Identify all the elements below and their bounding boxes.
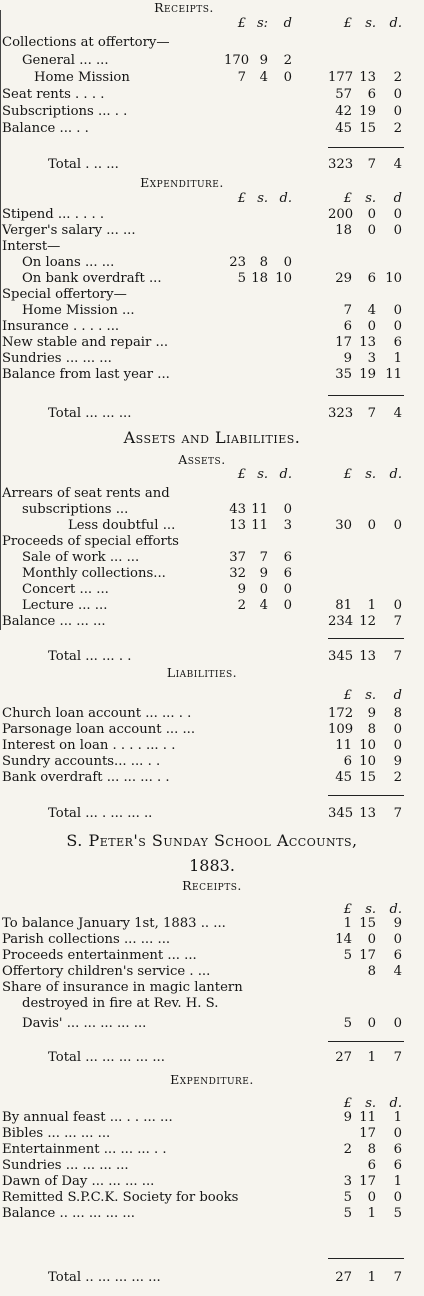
sum-rule bbox=[328, 1258, 404, 1259]
expenditure-heading: Expenditure. bbox=[140, 175, 224, 190]
total-shillings: 13 bbox=[359, 806, 376, 821]
total-pounds: 35 bbox=[335, 367, 352, 382]
total-shillings: 8 bbox=[367, 964, 376, 979]
total-pounds: 345 bbox=[328, 649, 354, 664]
total-shillings: 7 bbox=[367, 406, 376, 421]
sunday-school-heading: S. Peter's Sunday School Accounts, bbox=[66, 831, 358, 850]
amount-pounds: 23 bbox=[229, 255, 246, 270]
row-label: Home Mission ... bbox=[22, 303, 135, 318]
col-pounds: £ bbox=[343, 191, 352, 206]
total-pounds: 177 bbox=[328, 70, 354, 85]
col-shillings: s. bbox=[365, 16, 376, 31]
total-pounds: 5 bbox=[343, 1206, 352, 1221]
row-label: Balance .. ... ... ... ... bbox=[2, 1206, 135, 1221]
sum-rule bbox=[328, 147, 404, 148]
row-label: Balance from last year ... bbox=[2, 367, 170, 382]
total-pence: 0 bbox=[393, 319, 402, 334]
total-pence: 0 bbox=[393, 1190, 402, 1205]
total-label: Total ... . ... ... .. bbox=[48, 806, 153, 821]
row-label: Balance ... . . bbox=[2, 121, 89, 136]
total-pounds: 9 bbox=[343, 1110, 352, 1125]
total-label: Total .. ... ... ... ... bbox=[48, 1270, 161, 1285]
amount-shillings: 0 bbox=[259, 582, 268, 597]
total-shillings: 0 bbox=[367, 932, 376, 947]
total-pence: 4 bbox=[393, 157, 402, 172]
total-pence: 10 bbox=[385, 271, 402, 286]
row-label: Sundries ... ... ... bbox=[2, 351, 112, 366]
total-pounds: 45 bbox=[335, 770, 352, 785]
total-shillings: 17 bbox=[359, 1174, 376, 1189]
row-label: Bank overdraft ... ... ... . . bbox=[2, 770, 170, 785]
total-shillings: 17 bbox=[359, 948, 376, 963]
total-pence: 1 bbox=[393, 351, 402, 366]
total-shillings: 6 bbox=[367, 271, 376, 286]
total-pence: 7 bbox=[393, 1050, 402, 1065]
col-shillings: s. bbox=[257, 467, 268, 482]
row-label: New stable and repair ... bbox=[2, 335, 169, 350]
col-pounds: £ bbox=[237, 191, 246, 206]
amount-shillings: 7 bbox=[259, 550, 268, 565]
amount-pounds: 2 bbox=[237, 598, 246, 613]
total-pence: 0 bbox=[393, 104, 402, 119]
total-pounds: 5 bbox=[343, 1190, 352, 1205]
total-pence: 0 bbox=[393, 598, 402, 613]
row-label: Interest on loan . . . . ... . . bbox=[2, 738, 176, 753]
row-label: Sundries ... ... ... ... bbox=[2, 1158, 129, 1173]
total-shillings: 8 bbox=[367, 1142, 376, 1157]
total-shillings: 1 bbox=[367, 598, 376, 613]
col-pounds: £ bbox=[343, 688, 352, 703]
row-label: Davis' ... ... ... ... ... bbox=[22, 1016, 147, 1031]
total-pence: 0 bbox=[393, 722, 402, 737]
total-label: Total . .. ... bbox=[48, 157, 119, 172]
total-pounds: 1 bbox=[343, 916, 352, 931]
total-shillings: 1 bbox=[367, 1206, 376, 1221]
total-shillings: 0 bbox=[367, 1190, 376, 1205]
amount-pounds: 32 bbox=[229, 566, 246, 581]
row-label: Remitted S.P.C.K. Society for books bbox=[2, 1190, 239, 1205]
col-shillings: s. bbox=[365, 467, 376, 482]
total-pounds: 6 bbox=[343, 754, 352, 769]
total-shillings: 1 bbox=[367, 1050, 376, 1065]
total-pence: 9 bbox=[393, 916, 402, 931]
total-pence: 6 bbox=[393, 335, 402, 350]
total-pence: 11 bbox=[385, 367, 402, 382]
total-shillings: 7 bbox=[367, 157, 376, 172]
total-shillings: 10 bbox=[359, 754, 376, 769]
sum-rule bbox=[328, 395, 404, 396]
amount-shillings: 18 bbox=[251, 271, 268, 286]
total-shillings: 15 bbox=[359, 121, 376, 136]
amount-pence: 0 bbox=[283, 598, 292, 613]
total-pence: 2 bbox=[393, 70, 402, 85]
total-shillings: 0 bbox=[367, 518, 376, 533]
col-shillings: s. bbox=[365, 688, 376, 703]
total-pounds: 5 bbox=[343, 948, 352, 963]
col-shillings: s: bbox=[256, 16, 268, 31]
ledger-row bbox=[0, 768, 424, 788]
total-pence: 9 bbox=[393, 754, 402, 769]
amount-pence: 6 bbox=[283, 566, 292, 581]
ledger-row bbox=[0, 1014, 424, 1034]
col-pence: d. bbox=[389, 467, 402, 482]
col-pounds: £ bbox=[343, 16, 352, 31]
total-pence: 0 bbox=[393, 738, 402, 753]
amount-pence: 0 bbox=[283, 502, 292, 517]
col-pounds: £ bbox=[343, 467, 352, 482]
col-pence: d. bbox=[279, 467, 292, 482]
total-shillings: 1 bbox=[367, 1270, 376, 1285]
amount-shillings: 8 bbox=[259, 255, 268, 270]
total-pounds: 323 bbox=[328, 157, 354, 172]
total-pence: 7 bbox=[393, 806, 402, 821]
total-pence: 5 bbox=[393, 1206, 402, 1221]
col-pence: d. bbox=[389, 902, 402, 917]
col-pence: d bbox=[393, 191, 402, 206]
total-shillings: 19 bbox=[359, 104, 376, 119]
col-shillings: s. bbox=[365, 1096, 376, 1111]
col-pounds: £ bbox=[237, 467, 246, 482]
col-pence: d bbox=[393, 688, 402, 703]
col-pounds: £ bbox=[343, 902, 352, 917]
total-pence: 7 bbox=[393, 614, 402, 629]
total-pounds: 2 bbox=[343, 1142, 352, 1157]
row-label: Monthly collections... bbox=[22, 566, 166, 581]
row-label: To balance January 1st, 1883 .. ... bbox=[2, 916, 226, 931]
row-label: Proceeds entertainment ... ... bbox=[2, 948, 197, 963]
amount-pounds: 170 bbox=[224, 53, 250, 68]
amount-shillings: 11 bbox=[251, 502, 268, 517]
sunday-school-year: 1883. bbox=[189, 856, 235, 875]
total-shillings: 6 bbox=[367, 87, 376, 102]
amount-shillings: 9 bbox=[259, 566, 268, 581]
assets-heading: Assets. bbox=[178, 452, 226, 467]
row-label: Parsonage loan account ... ... bbox=[2, 722, 196, 737]
assets-column-header bbox=[0, 465, 424, 485]
row-label: Collections at offertory— bbox=[2, 35, 170, 50]
total-row bbox=[0, 404, 424, 424]
row-label: Seat rents . . . . bbox=[2, 87, 105, 102]
row-label: Share of insurance in magic lantern bbox=[2, 980, 243, 995]
row-label: Church loan account ... ... . . bbox=[2, 706, 192, 721]
total-pence: 8 bbox=[393, 706, 402, 721]
total-pence: 7 bbox=[393, 649, 402, 664]
amount-shillings: 11 bbox=[251, 518, 268, 533]
school-expenditure-heading: Expenditure. bbox=[170, 1072, 254, 1087]
total-shillings: 19 bbox=[359, 367, 376, 382]
total-pence: 4 bbox=[393, 964, 402, 979]
total-label: Total ... ... . . bbox=[48, 649, 132, 664]
row-label: Stipend ... . . . . bbox=[2, 207, 105, 222]
total-pence: 0 bbox=[393, 87, 402, 102]
total-shillings: 0 bbox=[367, 1016, 376, 1031]
col-pence: d. bbox=[279, 191, 292, 206]
total-row bbox=[0, 1048, 424, 1068]
amount-pounds: 37 bbox=[229, 550, 246, 565]
total-shillings: 11 bbox=[359, 1110, 376, 1125]
row-label: Balance ... ... ... bbox=[2, 614, 106, 629]
total-pence: 4 bbox=[393, 406, 402, 421]
col-pence: d bbox=[283, 16, 292, 31]
ledger-row bbox=[0, 612, 424, 632]
col-shillings: s. bbox=[365, 191, 376, 206]
row-label: Verger's salary ... ... bbox=[2, 223, 136, 238]
total-shillings: 9 bbox=[367, 706, 376, 721]
liabilities-column-header bbox=[0, 686, 424, 706]
row-label: Interst— bbox=[2, 239, 61, 254]
row-label: On bank overdraft ... bbox=[22, 271, 162, 286]
row-label: destroyed in fire at Rev. H. S. bbox=[22, 996, 219, 1011]
total-shillings: 13 bbox=[359, 649, 376, 664]
row-label: Offertory children's service . ... bbox=[2, 964, 211, 979]
amount-pounds: 7 bbox=[237, 70, 246, 85]
row-label: Dawn of Day ... ... ... ... bbox=[2, 1174, 155, 1189]
total-row bbox=[0, 155, 424, 175]
amount-shillings: 4 bbox=[259, 598, 268, 613]
total-label: Total ... ... ... ... ... bbox=[48, 1050, 165, 1065]
total-shillings: 6 bbox=[367, 1158, 376, 1173]
row-label: Proceeds of special efforts bbox=[2, 534, 179, 549]
col-shillings: s. bbox=[257, 191, 268, 206]
total-label: Total ... ... ... bbox=[48, 406, 132, 421]
total-pounds: 172 bbox=[328, 706, 354, 721]
row-label: On loans ... ... bbox=[22, 255, 115, 270]
amount-pence: 6 bbox=[283, 550, 292, 565]
row-label: Sundry accounts... ... . . bbox=[2, 754, 161, 769]
row-label: Subscriptions ... . . bbox=[2, 104, 128, 119]
total-pounds: 345 bbox=[328, 806, 354, 821]
amount-shillings: 9 bbox=[259, 53, 268, 68]
col-pence: d. bbox=[389, 16, 402, 31]
total-pounds: 323 bbox=[328, 406, 354, 421]
total-pounds: 29 bbox=[335, 271, 352, 286]
total-shillings: 0 bbox=[367, 207, 376, 222]
total-pounds: 30 bbox=[335, 518, 352, 533]
total-pounds: 45 bbox=[335, 121, 352, 136]
total-pounds: 234 bbox=[328, 614, 354, 629]
assets-liabilities-heading: Assets and Liabilities. bbox=[123, 428, 301, 447]
amount-pence: 2 bbox=[283, 53, 292, 68]
total-pence: 0 bbox=[393, 518, 402, 533]
receipts-heading: Receipts. bbox=[154, 0, 214, 15]
row-label: Insurance . . . . ... bbox=[2, 319, 120, 334]
sum-rule bbox=[328, 1041, 404, 1042]
total-pounds: 7 bbox=[343, 303, 352, 318]
row-label: Lecture ... ... bbox=[22, 598, 108, 613]
sum-rule bbox=[328, 638, 404, 639]
ledger-row bbox=[0, 365, 424, 385]
total-shillings: 4 bbox=[367, 303, 376, 318]
ledger-row bbox=[0, 33, 424, 53]
total-row bbox=[0, 647, 424, 667]
total-pounds: 81 bbox=[335, 598, 352, 613]
liabilities-heading: Liabilities. bbox=[166, 665, 238, 680]
total-pence: 0 bbox=[393, 932, 402, 947]
total-shillings: 17 bbox=[359, 1126, 376, 1141]
sum-rule bbox=[328, 795, 404, 796]
total-pence: 6 bbox=[393, 1142, 402, 1157]
col-pence: d. bbox=[389, 1096, 402, 1111]
amount-pence: 0 bbox=[283, 582, 292, 597]
total-pounds: 3 bbox=[343, 1174, 352, 1189]
ledger-row bbox=[0, 119, 424, 139]
row-label: Concert ... ... bbox=[22, 582, 109, 597]
total-pounds: 18 bbox=[335, 223, 352, 238]
total-shillings: 8 bbox=[367, 722, 376, 737]
total-shillings: 0 bbox=[367, 319, 376, 334]
ledger-row bbox=[0, 994, 424, 1014]
total-shillings: 3 bbox=[367, 351, 376, 366]
total-pence: 0 bbox=[393, 1126, 402, 1141]
total-shillings: 15 bbox=[359, 916, 376, 931]
total-row bbox=[0, 1268, 424, 1288]
ledger-row bbox=[0, 1204, 424, 1224]
total-pounds: 6 bbox=[343, 319, 352, 334]
row-label: General ... ... bbox=[22, 53, 109, 68]
total-pence: 0 bbox=[393, 223, 402, 238]
total-pounds: 11 bbox=[335, 738, 352, 753]
total-row bbox=[0, 804, 424, 824]
total-pounds: 9 bbox=[343, 351, 352, 366]
amount-pounds: 5 bbox=[237, 271, 246, 286]
row-label: subscriptions ... bbox=[22, 502, 129, 517]
total-pence: 6 bbox=[393, 1158, 402, 1173]
row-label: Bibles ... ... ... ... bbox=[2, 1126, 111, 1141]
amount-pence: 10 bbox=[275, 271, 292, 286]
total-pounds: 27 bbox=[335, 1270, 352, 1285]
total-pounds: 109 bbox=[328, 722, 354, 737]
amount-pence: 0 bbox=[283, 70, 292, 85]
amount-pounds: 13 bbox=[229, 518, 246, 533]
total-pounds: 57 bbox=[335, 87, 352, 102]
receipts-column-header bbox=[0, 14, 424, 34]
amount-pounds: 9 bbox=[237, 582, 246, 597]
total-pence: 1 bbox=[393, 1110, 402, 1125]
total-pounds: 27 bbox=[335, 1050, 352, 1065]
row-label: Arrears of seat rents and bbox=[2, 486, 170, 501]
row-label: Parish collections ... ... ... bbox=[2, 932, 171, 947]
total-shillings: 12 bbox=[359, 614, 376, 629]
col-pounds: £ bbox=[343, 1096, 352, 1111]
total-shillings: 13 bbox=[359, 335, 376, 350]
total-pence: 2 bbox=[393, 121, 402, 136]
total-pence: 2 bbox=[393, 770, 402, 785]
row-label: Special offertory— bbox=[2, 287, 127, 302]
total-pence: 6 bbox=[393, 948, 402, 963]
row-label: Home Mission bbox=[34, 70, 130, 85]
amount-pence: 0 bbox=[283, 255, 292, 270]
total-pence: 7 bbox=[393, 1270, 402, 1285]
row-label: By annual feast ... . . ... ... bbox=[2, 1110, 173, 1125]
total-pence: 0 bbox=[393, 1016, 402, 1031]
total-shillings: 15 bbox=[359, 770, 376, 785]
total-pence: 0 bbox=[393, 303, 402, 318]
total-pounds: 17 bbox=[335, 335, 352, 350]
row-label: Sale of work ... ... bbox=[22, 550, 140, 565]
total-pounds: 5 bbox=[343, 1016, 352, 1031]
total-shillings: 10 bbox=[359, 738, 376, 753]
total-pounds: 200 bbox=[328, 207, 354, 222]
amount-shillings: 4 bbox=[259, 70, 268, 85]
col-pounds: £ bbox=[237, 16, 246, 31]
total-pounds: 14 bbox=[335, 932, 352, 947]
school-receipts-heading: Receipts. bbox=[182, 878, 242, 893]
total-pence: 0 bbox=[393, 207, 402, 222]
row-label: Entertainment ... ... ... . . bbox=[2, 1142, 167, 1157]
amount-pence: 3 bbox=[283, 518, 292, 533]
total-pounds: 42 bbox=[335, 104, 352, 119]
total-pence: 1 bbox=[393, 1174, 402, 1189]
total-shillings: 13 bbox=[359, 70, 376, 85]
total-shillings: 0 bbox=[367, 223, 376, 238]
col-shillings: s. bbox=[365, 902, 376, 917]
row-label: Less doubtful ... bbox=[68, 518, 176, 533]
amount-pounds: 43 bbox=[229, 502, 246, 517]
